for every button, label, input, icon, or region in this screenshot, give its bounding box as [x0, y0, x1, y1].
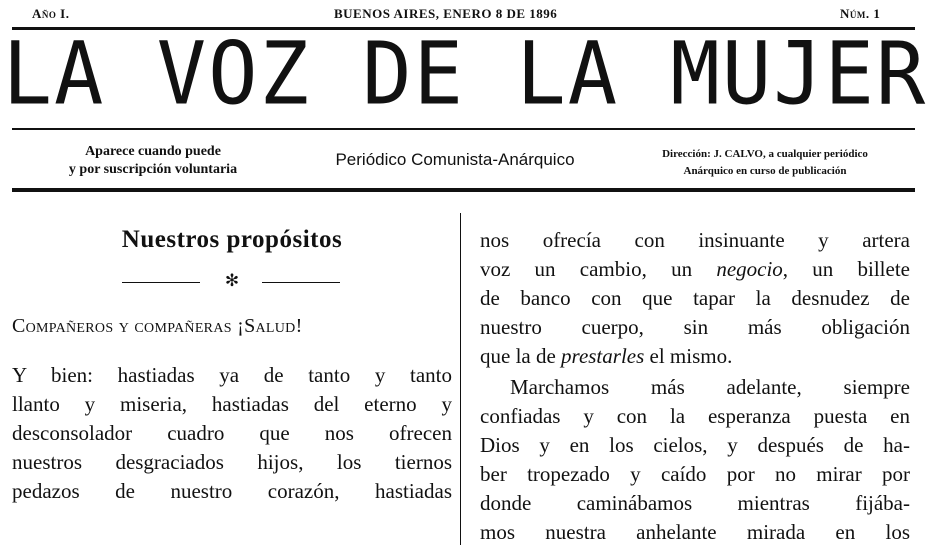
text-line: donde caminábamos mientras fijába-	[480, 491, 910, 515]
newspaper-subtitle: Periódico Comunista-Anárquico	[335, 150, 575, 169]
issue-year: Año I.	[32, 6, 70, 21]
right-paragraph-1	[480, 226, 910, 371]
article-heading: Nuestros propósitos	[121, 226, 343, 253]
ornament-line-right	[262, 282, 340, 283]
salutation: Compañeros y compañeras ¡Salud!	[12, 315, 303, 337]
text-line: desconsolador cuadro que nos ofrecen	[12, 421, 452, 445]
asterism-icon: ✻	[224, 271, 240, 290]
text-line	[480, 342, 910, 371]
text-line: Y bien: hastiadas ya de tanto y tanto	[12, 363, 452, 387]
ornament-line-left	[122, 282, 200, 283]
direction-line-1: Dirección: J. CALVO, a cualquier periódico	[662, 148, 868, 160]
frequency-line-1: Aparece cuando puede	[85, 144, 221, 159]
text-line: pedazos de nuestro corazón, hastiadas	[12, 479, 452, 503]
direction-info	[615, 146, 915, 180]
text-line: nuestros desgraciados hijos, los tiernos	[12, 450, 452, 474]
left-paragraph	[12, 361, 452, 506]
publication-frequency	[18, 143, 288, 179]
text-fragment: voz un cambio, un	[480, 257, 717, 281]
header-bottom-rule	[12, 188, 915, 192]
column-divider	[460, 213, 461, 545]
left-column	[12, 210, 452, 506]
text-line: confiadas y con la esperanza puesta en	[480, 404, 910, 428]
text-fragment: , un billete	[782, 257, 910, 281]
frequency-line-2: y por suscripción voluntaria	[68, 162, 238, 177]
text-line: ber tropezado y caído por no mirar por	[480, 462, 910, 486]
text-line: nuestro cuerpo, sin más obligación	[480, 315, 910, 339]
ornament-divider	[12, 271, 452, 293]
text-line: nos ofrecía con insinuante y artera	[480, 228, 910, 252]
masthead-rule	[12, 128, 915, 130]
dateline: BUENOS AIRES, ENERO 8 DE 1896	[334, 6, 558, 21]
newspaper-title: LA VOZ DE LA MUJER	[2, 24, 928, 125]
text-line: Marchamos más adelante, siempre	[510, 375, 910, 399]
text-line: Dios y en los cielos, y después de ha-	[480, 433, 910, 457]
text-line: mos nuestra anhelante mirada en los	[480, 520, 910, 544]
text-fragment: que la de	[480, 344, 562, 368]
emphasized-word: prestarles	[561, 344, 645, 368]
text-line: de banco con que tapar la desnudez de	[480, 286, 910, 310]
direction-line-2: Anárquico en curso de publicación	[683, 165, 847, 177]
emphasized-word: negocio	[716, 257, 783, 281]
text-fragment: el mismo.	[644, 344, 733, 368]
text-line: llanto y miseria, hastiadas del eterno y	[12, 392, 452, 416]
right-column	[480, 226, 910, 547]
issue-number: Núm. 1	[840, 6, 881, 21]
right-paragraph-2	[480, 373, 910, 547]
text-line	[480, 255, 910, 284]
